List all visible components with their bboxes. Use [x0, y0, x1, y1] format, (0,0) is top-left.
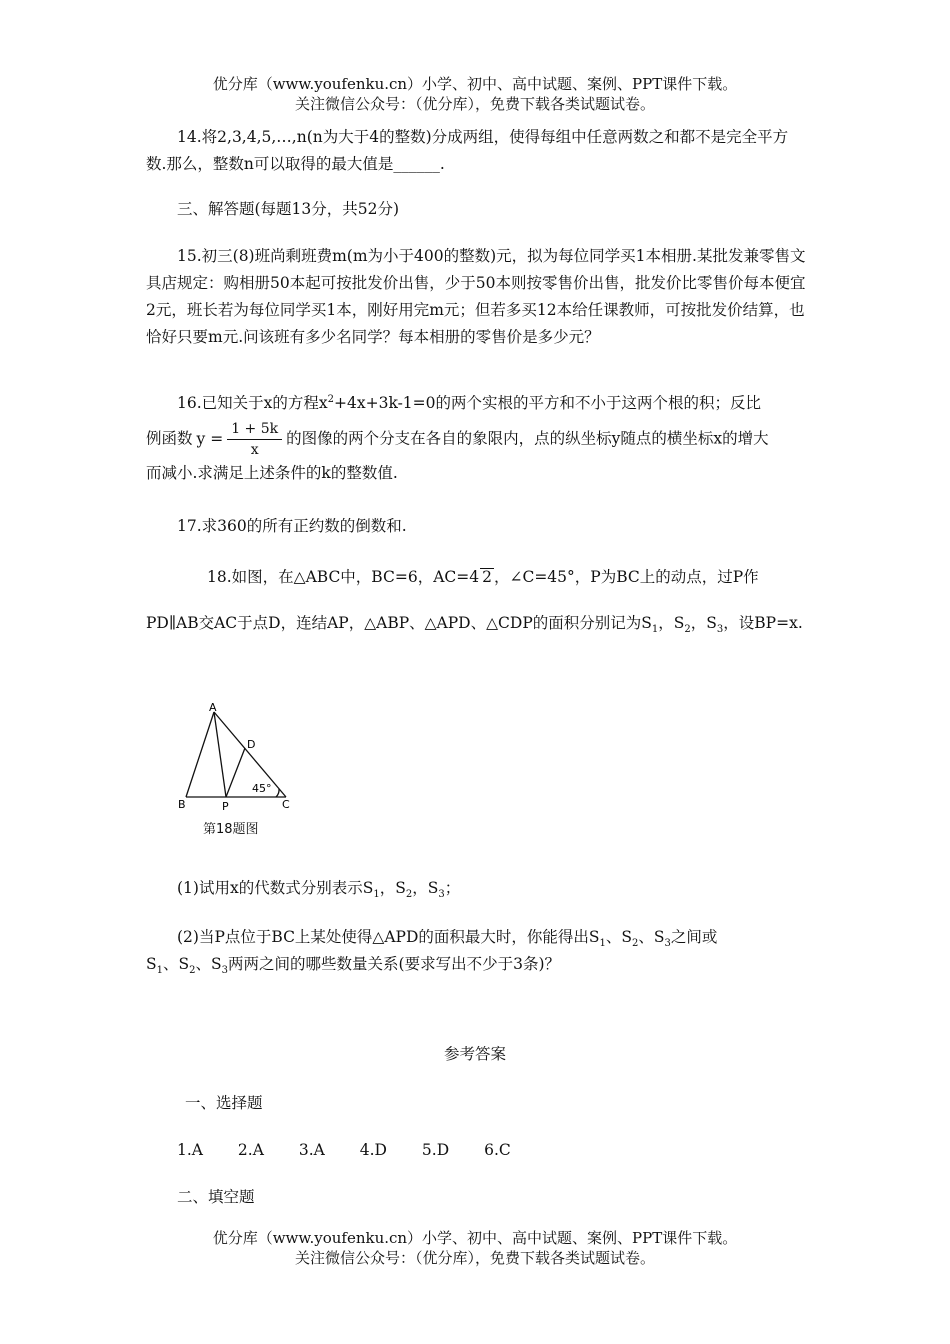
answer-item: 1.A — [177, 1141, 203, 1159]
question-18-sub-2: (2)当P点位于BC上某处使得△APD的面积最大时，你能得出$S_1$、$S_2$、$S_3$之间或 $S_1$、$S_2$、$S_3$两两之间的哪些数量关系(要求写出不少于3条)？ — [146, 928, 718, 977]
segment-PD — [226, 748, 245, 797]
question-16-line-3: 而减小.求满足上述条件的k的整数值. — [146, 464, 398, 482]
question-17: 17.求360的所有正约数的倒数和. — [177, 517, 407, 535]
answers-section-2: 二、填空题 — [177, 1188, 255, 1206]
label-A: A — [209, 701, 217, 714]
answers-title: 参考答案 — [443, 1045, 506, 1063]
answer-item: 4.D — [359, 1141, 387, 1159]
question-18-line-1: 18.如图，在△ABC中，BC=6，AC=4 2 ，∠C=45°，P为BC上的动点，过P作 — [207, 568, 759, 586]
answers-section-1: 一、选择题 — [185, 1094, 263, 1112]
question-16 — [146, 390, 806, 487]
answer-item: 6.C — [484, 1141, 511, 1159]
question-18-sub-1: (1)试用x的代数式分别表示$S_1$，$S_2$，$S_3$； — [177, 879, 461, 901]
question-15: 15.初三(8)班尚剩班费m(m为小于400的整数)元，拟为每位同学买1本相册.某批发兼零售文具店规定：购相册50本起可按批发价出售，少于50本则按零售价出售，批发价比零售价每本便宜2元，班长若为每位同学买1本，刚好用完m元；但若多买12本给任课教师，可按批发价结算，也恰好只要m元.问该班有多少名同学？每本相册的零售价是多少元？ — [146, 247, 806, 346]
footer-line-2: 关注微信公众号：（优分库），免费下载各类试题试卷。 — [294, 1249, 655, 1267]
sqrt-expression: 2 — [482, 568, 492, 586]
footer-line-1: 优分库（www.youfenku.cn）小学、初中、高中试题、案例、PPT课件下载。 — [212, 1229, 738, 1247]
question-18-line-2: PD∥AB交AC于点D，连结AP，△ABP、△APD、△CDP的面积分别记为$S_1$，$S_2$，$S_3$，设BP=x. — [146, 614, 803, 636]
angle-arc — [276, 789, 279, 797]
header-line-1: 优分库（www.youfenku.cn）小学、初中、高中试题、案例、PPT课件下载。 — [212, 75, 738, 93]
question-14: 14.将2,3,4,5,…,n(n为大于4的整数)分成两组，使得每组中任意两数之和都不是完全平方数.那么，整数n可以取得的最大值是______. — [146, 128, 789, 173]
question-16-line-2: 例函数 y = $\frac{1 + 5k}{x}$ 的图像的两个分支在各自的象限内，点的纵坐标y随点的横坐标x的增大 — [146, 421, 769, 458]
label-P: P — [222, 800, 229, 813]
answer-choices — [177, 1137, 541, 1164]
label-angle: 45° — [252, 782, 272, 795]
page-header — [0, 74, 950, 114]
section-3-title: 三、解答题(每题13分，共52分) — [177, 200, 400, 218]
segment-AB — [186, 712, 214, 797]
fraction: $\frac{1 + 5k}{x}$ — [227, 419, 282, 460]
question-16-line-1: 16.已知关于x的方程$x^2+4x+3k-1=0$的两个实根的平方和不小于这两个根的积；反比 — [177, 393, 762, 412]
answer-item: 5.D — [421, 1141, 450, 1159]
label-D: D — [247, 738, 256, 751]
answer-item: 3.A — [298, 1141, 325, 1159]
label-B: B — [178, 798, 186, 811]
label-C: C — [282, 798, 290, 811]
header-line-2: 关注微信公众号：（优分库），免费下载各类试题试卷。 — [294, 95, 655, 113]
page-footer — [0, 1228, 950, 1268]
figure-caption: 第18题图 — [203, 822, 259, 837]
answer-item: 2.A — [237, 1141, 264, 1159]
